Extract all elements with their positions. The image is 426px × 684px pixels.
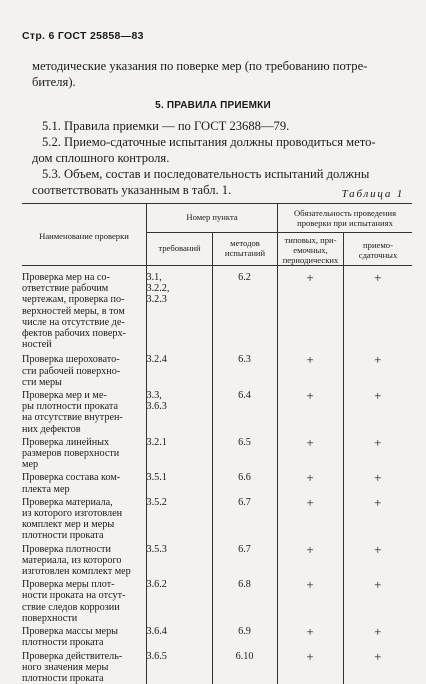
check-name-line: плекта мер	[22, 484, 146, 495]
requirement-clause: 3.6.2	[147, 579, 212, 590]
acceptance-test-mark: +	[343, 577, 412, 624]
section-title: 5. ПРАВИЛА ПРИЕМКИ	[0, 100, 426, 111]
check-name-line: Проверка шероховато-	[22, 354, 146, 365]
method-clause-cell: 6.4	[212, 388, 277, 435]
check-name-line: сти рабочей поверхно-	[22, 366, 146, 377]
acceptance-test-mark: +	[343, 435, 412, 471]
table-row	[22, 388, 412, 435]
check-name-line: сти меры	[22, 377, 146, 388]
col-header-methods: методов испытаний	[213, 238, 277, 258]
paragraph-5-1: 5.1. Правила приемки — по ГОСТ 23688—79.	[42, 118, 289, 134]
check-name-cell	[22, 624, 146, 648]
type-test-mark: +	[277, 435, 343, 471]
type-test-mark: +	[277, 542, 343, 578]
paragraph-5-2-cont: дом сплошного контроля.	[32, 150, 169, 166]
col-header-requirements: требований	[147, 243, 212, 253]
check-name-line: ного значения меры	[22, 662, 146, 673]
acceptance-test-mark: +	[343, 266, 412, 350]
type-test-mark: +	[277, 649, 343, 684]
check-name-line: плотности проката	[22, 530, 146, 541]
type-test-mark: +	[277, 577, 343, 624]
check-name-cell	[22, 577, 146, 624]
check-name-cell	[22, 266, 146, 350]
requirement-clause-cell	[146, 350, 212, 388]
table-row	[22, 350, 412, 388]
page-header: Стр. 6 ГОСТ 25858—83	[22, 30, 144, 42]
check-name-line: плотности проката	[22, 637, 146, 648]
check-name-line: ности проката на отсут-	[22, 590, 146, 601]
check-name-line: плотности проката	[22, 673, 146, 684]
acceptance-test-mark: +	[343, 470, 412, 494]
check-name-line: поверхности	[22, 613, 146, 624]
check-name-cell	[22, 388, 146, 435]
requirement-clause-cell	[146, 266, 212, 350]
type-test-mark: +	[277, 495, 343, 542]
table-row	[22, 542, 412, 578]
paragraph-5-3: 5.3. Объем, состав и последовательность испытаний должны	[42, 166, 369, 182]
requirement-clause: 3.2.4	[147, 354, 212, 365]
requirement-clause-cell	[146, 495, 212, 542]
acceptance-test-mark: +	[343, 350, 412, 388]
requirement-clause-cell	[146, 577, 212, 624]
check-name-line: размеров поверхности	[22, 448, 146, 459]
acceptance-test-mark: +	[343, 495, 412, 542]
requirement-clause-cell	[146, 649, 212, 684]
method-clause-cell: 6.7	[212, 495, 277, 542]
method-clause-cell: 6.7	[212, 542, 277, 578]
requirement-clause: 3.6.4	[147, 626, 212, 637]
group-header-punkt: Номер пункта	[147, 212, 277, 222]
check-name-line: чертежам, проверка по-	[22, 294, 146, 305]
col-header-name: Наименование проверки	[22, 231, 146, 241]
check-name-line: материала, из которого	[22, 555, 146, 566]
type-test-mark: +	[277, 388, 343, 435]
table-caption: Таблица 1	[342, 188, 404, 200]
table-row	[22, 495, 412, 542]
check-name-cell	[22, 350, 146, 388]
type-test-mark: +	[277, 470, 343, 494]
check-name-line: Проверка мер и ме-	[22, 390, 146, 401]
table-row	[22, 577, 412, 624]
requirement-clause: 3.3,	[147, 390, 212, 401]
paragraph-5-2: 5.2. Приемо-сдаточные испытания должны проводиться мето-	[42, 134, 376, 150]
check-name-line: Проверка массы меры	[22, 626, 146, 637]
check-name-line: Проверка материала,	[22, 497, 146, 508]
method-clause-cell: 6.5	[212, 435, 277, 471]
check-name-line: Проверка плотности	[22, 544, 146, 555]
method-clause-cell: 6.6	[212, 470, 277, 494]
check-name-line: изготовлен комплект мер	[22, 566, 146, 577]
inspection-table	[22, 266, 412, 684]
acceptance-test-mark: +	[343, 649, 412, 684]
check-name-cell	[22, 649, 146, 684]
check-name-line: Проверка состава ком-	[22, 472, 146, 483]
requirement-clause-cell	[146, 388, 212, 435]
method-clause-cell: 6.8	[212, 577, 277, 624]
table-row	[22, 266, 412, 350]
table-row	[22, 624, 412, 648]
check-name-line: Проверка линейных	[22, 437, 146, 448]
requirement-clause-cell	[146, 624, 212, 648]
method-clause-cell: 6.9	[212, 624, 277, 648]
check-name-line: Проверка действитель-	[22, 651, 146, 662]
acceptance-test-mark: +	[343, 624, 412, 648]
check-name-line: Проверка меры плот-	[22, 579, 146, 590]
check-name-line: комплект мер и меры	[22, 519, 146, 530]
paragraph-5-3-cont: соответствовать указанным в табл. 1.	[32, 182, 231, 198]
check-name-line: ствие следов коррозии	[22, 602, 146, 613]
check-name-line: ностей	[22, 339, 146, 350]
requirement-clause: 3.5.1	[147, 472, 212, 483]
requirement-clause: 3.6.5	[147, 651, 212, 662]
acceptance-test-mark: +	[343, 542, 412, 578]
requirement-clause: 3.2.2,	[147, 283, 212, 294]
requirement-clause-cell	[146, 542, 212, 578]
table-row	[22, 470, 412, 494]
check-name-line: фектов рабочих поверх-	[22, 328, 146, 339]
col-header-type-tests: типовых, при- емочных, периодических	[278, 235, 343, 265]
col-header-acceptance-tests: приемо- сдаточных	[344, 240, 412, 260]
method-clause-cell: 6.10	[212, 649, 277, 684]
table-top-rule	[22, 203, 412, 204]
table-row	[22, 435, 412, 471]
requirement-clause-cell	[146, 435, 212, 471]
intro-line-1: методические указания по поверке мер (по требованию потре-	[32, 58, 367, 74]
method-clause-cell: 6.2	[212, 266, 277, 350]
check-name-line: них дефектов	[22, 424, 146, 435]
requirement-clause: 3.2.3	[147, 294, 212, 305]
check-name-line: на отсутствие внутрен-	[22, 412, 146, 423]
check-name-line: из которого изготовлен	[22, 508, 146, 519]
requirement-clause-cell	[146, 470, 212, 494]
check-name-line: Проверка мер на со-	[22, 272, 146, 283]
requirement-clause: 3.2.1	[147, 437, 212, 448]
check-name-line: мер	[22, 459, 146, 470]
check-name-line: ры плотности проката	[22, 401, 146, 412]
acceptance-test-mark: +	[343, 388, 412, 435]
type-test-mark: +	[277, 350, 343, 388]
check-name-cell	[22, 435, 146, 471]
requirement-clause: 3.1,	[147, 272, 212, 283]
intro-line-2: бителя).	[32, 74, 76, 90]
check-name-line: ответствие рабочим	[22, 283, 146, 294]
type-test-mark: +	[277, 624, 343, 648]
method-clause-cell: 6.3	[212, 350, 277, 388]
table-row	[22, 649, 412, 684]
table-subheader-rule	[146, 232, 412, 233]
type-test-mark: +	[277, 266, 343, 350]
requirement-clause: 3.6.3	[147, 401, 212, 412]
check-name-cell	[22, 542, 146, 578]
requirement-clause: 3.5.3	[147, 544, 212, 555]
check-name-cell	[22, 470, 146, 494]
check-name-line: числе на отсутствие де-	[22, 317, 146, 328]
check-name-cell	[22, 495, 146, 542]
group-header-obligation: Обязательность проведения проверки при испытаниях	[278, 208, 412, 228]
check-name-line: верхностей меры, в том	[22, 306, 146, 317]
requirement-clause: 3.5.2	[147, 497, 212, 508]
table-body	[22, 266, 412, 684]
